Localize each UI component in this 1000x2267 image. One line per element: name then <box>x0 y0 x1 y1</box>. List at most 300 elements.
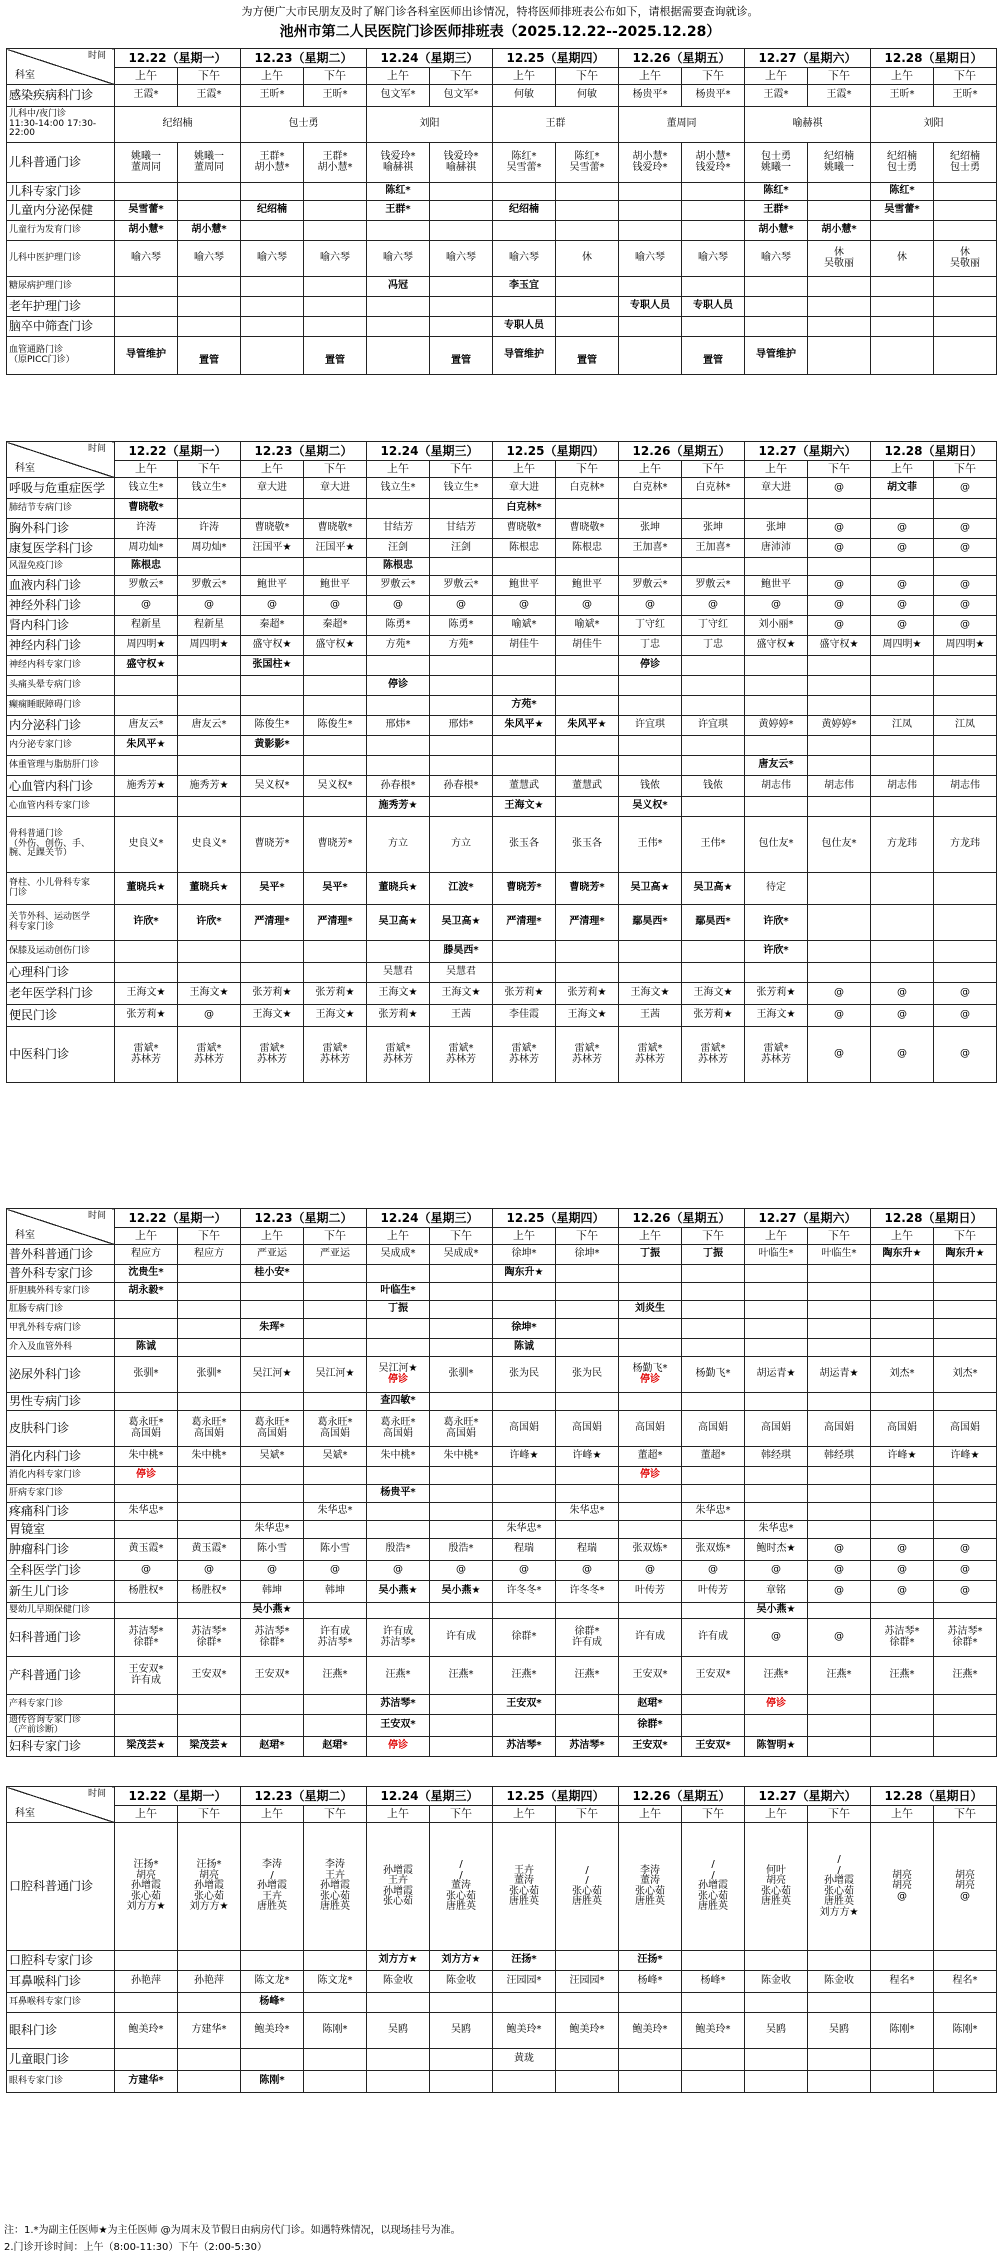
schedule-cell: 王安双* <box>493 1695 556 1715</box>
schedule-cell: 吴卫高★ <box>367 905 430 941</box>
schedule-cell <box>682 183 745 201</box>
schedule-cell: 朱华忠* <box>556 1503 619 1521</box>
schedule-row <box>7 1005 997 1027</box>
schedule-cell: 胡永毅* <box>115 1283 178 1301</box>
schedule-cell <box>808 499 871 519</box>
schedule-cell: @ <box>682 596 745 616</box>
schedule-cell <box>178 1695 241 1715</box>
schedule-cell: 韩坤 <box>241 1581 304 1603</box>
schedule-cell: 陈红* <box>745 183 808 201</box>
schedule-cell <box>745 1715 808 1737</box>
schedule-cell <box>934 873 997 905</box>
page-title: 池州市第二人民医院门诊医师排班表（2025.12.22--2025.12.28） <box>279 24 721 40</box>
schedule-cell: 高国娟 <box>745 1411 808 1447</box>
schedule-cell: 叶临生* <box>745 1245 808 1265</box>
schedule-cell: 江凤 <box>871 716 934 736</box>
am-header: 上午 <box>493 1228 556 1245</box>
schedule-cell: 唐友云* <box>115 716 178 736</box>
schedule-cell <box>871 756 934 776</box>
schedule-cell <box>871 1265 934 1283</box>
schedule-cell: 丁振 <box>682 1245 745 1265</box>
schedule-cell: 胡小慧* <box>115 221 178 241</box>
schedule-cell: 高国娟 <box>871 1411 934 1447</box>
schedule-cell <box>619 1993 682 2013</box>
schedule-cell <box>745 499 808 519</box>
schedule-cell: @ <box>934 1539 997 1561</box>
schedule-cell <box>871 2049 934 2071</box>
schedule-cell <box>493 941 556 963</box>
schedule-cell: 李佳霞 <box>493 1005 556 1027</box>
schedule-cell: 李玉宜 <box>493 277 556 297</box>
schedule-row <box>7 317 997 337</box>
schedule-cell: 吴斌* <box>241 1447 304 1467</box>
schedule-cell: @ <box>934 1027 997 1083</box>
schedule-cell: 鄢昊西* <box>619 905 682 941</box>
schedule-cell: 许涛 <box>115 519 178 539</box>
schedule-cell: 杨贵平* <box>619 85 682 107</box>
schedule-cell: 严清理* <box>241 905 304 941</box>
schedule-cell: @ <box>808 1027 871 1083</box>
schedule-cell: 汪剑 <box>367 539 430 558</box>
schedule-cell <box>682 1603 745 1619</box>
pm-header: 下午 <box>934 1806 997 1823</box>
schedule-cell <box>430 656 493 676</box>
schedule-cell <box>808 736 871 756</box>
am-header: 上午 <box>745 1228 808 1245</box>
schedule-cell <box>619 941 682 963</box>
schedule-cell: 吴小燕★ <box>430 1581 493 1603</box>
schedule-cell: @ <box>808 1581 871 1603</box>
schedule-row <box>7 539 997 558</box>
schedule-cell <box>808 963 871 983</box>
dept-label: 血液内科门诊 <box>7 576 115 596</box>
dept-label: 肝病专家门诊 <box>7 1485 115 1503</box>
date-header-1: 12.22（星期一） <box>115 1787 241 1806</box>
schedule-cell <box>871 696 934 716</box>
schedule-cell: 钱爱玲* 喻赫祺 <box>367 143 430 183</box>
schedule-cell <box>304 1467 367 1485</box>
schedule-cell <box>304 221 367 241</box>
schedule-cell <box>367 221 430 241</box>
dept-label: 心理科门诊 <box>7 963 115 983</box>
schedule-cell: 汪燕* <box>430 1657 493 1695</box>
schedule-cell: @ <box>871 519 934 539</box>
schedule-cell <box>304 1339 367 1357</box>
schedule-cell: 鲍世平 <box>241 576 304 596</box>
schedule-cell: 章大进 <box>241 478 304 499</box>
schedule-cell: @ <box>871 616 934 636</box>
schedule-cell <box>619 1265 682 1283</box>
schedule-cell <box>871 963 934 983</box>
schedule-cell <box>178 317 241 337</box>
schedule-row <box>7 1357 997 1393</box>
schedule-cell: 休 吴敬丽 <box>934 241 997 277</box>
schedule-cell <box>304 1993 367 2013</box>
schedule-cell <box>178 1265 241 1283</box>
date-header-1: 12.22（星期一） <box>115 49 241 68</box>
schedule-cell: @ <box>808 1619 871 1657</box>
schedule-cell: 置管 <box>304 337 367 375</box>
schedule-cell: 导管维护 <box>115 337 178 375</box>
footer-notes <box>4 2222 994 2256</box>
schedule-cell: 方立 <box>430 817 493 873</box>
schedule-cell: 章大进 <box>304 478 367 499</box>
schedule-cell: 张国柱★ <box>241 656 304 676</box>
date-header-2: 12.23（星期二） <box>241 49 367 68</box>
schedule-cell <box>745 317 808 337</box>
schedule-cell <box>115 1993 178 2013</box>
schedule-cell: 殷浩* <box>367 1539 430 1561</box>
schedule-cell <box>745 736 808 756</box>
schedule-cell <box>745 1339 808 1357</box>
schedule-cell <box>493 1485 556 1503</box>
schedule-cell <box>367 1467 430 1485</box>
schedule-cell <box>430 2049 493 2071</box>
schedule-cell: 张为民 <box>556 1357 619 1393</box>
schedule-cell <box>808 696 871 716</box>
schedule-cell <box>241 337 304 375</box>
schedule-cell: 董超* <box>682 1447 745 1467</box>
schedule-cell: 杨峰* <box>619 1971 682 1993</box>
schedule-cell: 专职人员 <box>619 297 682 317</box>
schedule-cell: 徐坤* <box>556 1245 619 1265</box>
schedule-row <box>7 656 997 676</box>
schedule-cell <box>871 317 934 337</box>
schedule-cell: 专职人员 <box>682 297 745 317</box>
schedule-cell: 高国娟 <box>682 1411 745 1447</box>
pm-header: 下午 <box>430 1228 493 1245</box>
schedule-cell <box>115 941 178 963</box>
schedule-cell <box>178 1715 241 1737</box>
schedule-cell: 胡运青★ <box>808 1357 871 1393</box>
schedule-cell <box>745 1265 808 1283</box>
schedule-cell: @ <box>808 596 871 616</box>
schedule-cell: @ <box>304 1561 367 1581</box>
schedule-cell: 方龙玮 <box>934 817 997 873</box>
schedule-cell <box>241 1951 304 1971</box>
schedule-cell: 滕昊西* <box>430 941 493 963</box>
schedule-cell <box>556 499 619 519</box>
schedule-cell <box>556 1319 619 1339</box>
schedule-cell: @ <box>367 1561 430 1581</box>
schedule-cell: 黄玉霞* <box>178 1539 241 1561</box>
schedule-cell: 刘方方★ <box>430 1951 493 1971</box>
schedule-cell <box>934 656 997 676</box>
schedule-cell <box>178 1993 241 2013</box>
schedule-cell: 杨胜权* <box>178 1581 241 1603</box>
schedule-cell: 陈俊生* <box>241 716 304 736</box>
schedule-row <box>7 1447 997 1467</box>
schedule-cell: @ <box>934 519 997 539</box>
schedule-cell: 丁忠 <box>682 636 745 656</box>
schedule-cell: 吴卫高★ <box>682 873 745 905</box>
schedule-cell: 包文军* <box>367 85 430 107</box>
schedule-cell <box>619 1339 682 1357</box>
schedule-cell <box>934 1695 997 1715</box>
schedule-row <box>7 1993 997 2013</box>
schedule-cell: 杨胜权* <box>115 1581 178 1603</box>
schedule-row <box>7 1539 997 1561</box>
schedule-cell: 刘杰* <box>871 1357 934 1393</box>
schedule-cell: 周四明★ <box>871 636 934 656</box>
dept-label: 保膝及运动创伤门诊 <box>7 941 115 963</box>
dept-label: 儿科中医护理门诊 <box>7 241 115 277</box>
date-header-2: 12.23（星期二） <box>241 1209 367 1228</box>
schedule-cell: 江波* <box>430 873 493 905</box>
schedule-cell <box>556 736 619 756</box>
schedule-cell <box>115 797 178 817</box>
schedule-cell <box>619 756 682 776</box>
schedule-cell: 陈红* <box>367 183 430 201</box>
schedule-cell <box>304 963 367 983</box>
schedule-cell: 张坤 <box>745 519 808 539</box>
schedule-cell <box>808 873 871 905</box>
date-header-6: 12.27（星期六） <box>745 442 871 461</box>
schedule-cell <box>871 1715 934 1737</box>
schedule-cell: 盛守权★ <box>808 636 871 656</box>
schedule-cell <box>178 1319 241 1339</box>
schedule-cell: 罗敷云* <box>682 576 745 596</box>
schedule-cell: 停诊 <box>745 1695 808 1715</box>
schedule-cell <box>682 201 745 221</box>
schedule-cell: 包文军* <box>430 85 493 107</box>
schedule-cell: @ <box>619 1561 682 1581</box>
schedule-cell: 丁振 <box>619 1245 682 1265</box>
page-notice: 为方便广大市民朋友及时了解门诊各科室医师出诊情况，特将医师排班表公布如下，请根据需要查询就诊。 <box>241 5 759 18</box>
dept-label: 心血管内科门诊 <box>7 776 115 797</box>
schedule-cell <box>682 963 745 983</box>
schedule-cell <box>178 797 241 817</box>
schedule-cell: @ <box>808 539 871 558</box>
schedule-cell: 史良义* <box>115 817 178 873</box>
schedule-cell <box>871 656 934 676</box>
schedule-cell <box>808 2071 871 2093</box>
dept-label: 介入及血管外科 <box>7 1339 115 1357</box>
schedule-cell <box>493 676 556 696</box>
schedule-cell: 汪扬* 胡亮 孙增霞 张心茹 刘方方★ <box>115 1823 178 1951</box>
schedule-cell: 陈刚* <box>871 2013 934 2049</box>
schedule-cell: 吴平* <box>241 873 304 905</box>
schedule-cell: 钱侬 <box>682 776 745 797</box>
schedule-cell <box>619 1485 682 1503</box>
schedule-cell: 胡小慧* <box>808 221 871 241</box>
schedule-cell: 朱中桃* <box>430 1447 493 1467</box>
schedule-cell: 唐沛沛 <box>745 539 808 558</box>
schedule-cell <box>367 2049 430 2071</box>
pm-header: 下午 <box>556 1806 619 1823</box>
schedule-cell <box>430 1715 493 1737</box>
schedule-cell <box>556 277 619 297</box>
schedule-cell: 张双炼* <box>682 1539 745 1561</box>
schedule-cell: 雷斌* 苏林芳 <box>241 1027 304 1083</box>
schedule-cell <box>304 941 367 963</box>
schedule-cell <box>682 558 745 576</box>
schedule-cell: 孙艳萍 <box>115 1971 178 1993</box>
schedule-cell <box>115 1319 178 1339</box>
schedule-cell: 杨贵平* <box>367 1485 430 1503</box>
schedule-cell <box>619 676 682 696</box>
schedule-cell <box>682 1283 745 1301</box>
dept-label: 耳鼻喉科门诊 <box>7 1971 115 1993</box>
schedule-cell: 董晓兵★ <box>367 873 430 905</box>
am-header: 上午 <box>871 1228 934 1245</box>
schedule-cell: 钱爱玲* 喻赫祺 <box>430 143 493 183</box>
schedule-cell: 胡小慧* 钱爱玲* <box>682 143 745 183</box>
schedule-cell: 许欣* <box>745 941 808 963</box>
schedule-cell: 王海文★ <box>493 797 556 817</box>
schedule-cell <box>556 656 619 676</box>
schedule-cell <box>871 873 934 905</box>
schedule-cell: @ <box>871 1561 934 1581</box>
schedule-cell: 陈红* 吴雪蕾* <box>556 143 619 183</box>
schedule-cell: 孙艳萍 <box>178 1971 241 1993</box>
schedule-cell <box>871 337 934 375</box>
schedule-cell <box>871 499 934 519</box>
schedule-cell: 陈金收 <box>367 1971 430 1993</box>
header-dept-label: 科室 <box>15 462 35 474</box>
schedule-cell <box>304 277 367 297</box>
schedule-cell: 王群 <box>493 107 619 143</box>
schedule-cell <box>871 1283 934 1301</box>
schedule-cell <box>745 1993 808 2013</box>
schedule-cell <box>367 1993 430 2013</box>
dept-label: 儿童眼门诊 <box>7 2049 115 2071</box>
schedule-cell <box>808 1737 871 1757</box>
schedule-cell <box>493 756 556 776</box>
schedule-cell <box>682 499 745 519</box>
schedule-cell <box>430 1993 493 2013</box>
schedule-cell: @ <box>430 1561 493 1581</box>
schedule-row <box>7 1521 997 1539</box>
pm-header: 下午 <box>178 1228 241 1245</box>
schedule-cell <box>682 941 745 963</box>
dept-label: 男性专病门诊 <box>7 1393 115 1411</box>
schedule-cell: 苏洁琴* <box>493 1737 556 1757</box>
schedule-cell <box>745 1467 808 1485</box>
dept-label: 口腔科普通门诊 <box>7 1823 115 1951</box>
schedule-cell: 喻六琴 <box>304 241 367 277</box>
schedule-cell <box>934 1485 997 1503</box>
schedule-cell: 许有成 <box>430 1619 493 1657</box>
schedule-cell <box>871 1301 934 1319</box>
schedule-cell: 高国娟 <box>934 1411 997 1447</box>
dept-label: 心血管内科专家门诊 <box>7 797 115 817</box>
schedule-cell <box>619 558 682 576</box>
schedule-cell: 雷斌* 苏林芳 <box>556 1027 619 1083</box>
schedule-cell: @ <box>934 478 997 499</box>
dept-label: 糖尿病护理门诊 <box>7 277 115 297</box>
dept-label: 头痛头晕专病门诊 <box>7 676 115 696</box>
schedule-cell <box>430 499 493 519</box>
pm-header: 下午 <box>682 1228 745 1245</box>
schedule-cell <box>808 1319 871 1339</box>
schedule-cell: 董周同 <box>619 107 745 143</box>
schedule-cell <box>304 297 367 317</box>
schedule-cell <box>682 2071 745 2093</box>
schedule-cell <box>682 1485 745 1503</box>
schedule-cell: 纪绍楠 包士勇 <box>871 143 934 183</box>
am-header: 上午 <box>115 1228 178 1245</box>
schedule-cell <box>178 2049 241 2071</box>
schedule-cell: @ <box>808 1005 871 1027</box>
schedule-cell <box>682 1265 745 1283</box>
schedule-cell: 罗敷云* <box>178 576 241 596</box>
schedule-cell <box>682 1393 745 1411</box>
schedule-cell: 曹晓敬* <box>493 519 556 539</box>
schedule-cell: 纪绍楠 <box>493 201 556 221</box>
schedule-row <box>7 1971 997 1993</box>
schedule-cell <box>934 2071 997 2093</box>
schedule-cell: @ <box>871 539 934 558</box>
schedule-cell <box>304 1265 367 1283</box>
schedule-cell <box>493 656 556 676</box>
schedule-cell <box>178 1393 241 1411</box>
schedule-cell: 鲍美玲* <box>682 2013 745 2049</box>
schedule-cell: 雷斌* 苏林芳 <box>178 1027 241 1083</box>
schedule-cell: 雷斌* 苏林芳 <box>493 1027 556 1083</box>
schedule-row <box>7 1265 997 1283</box>
schedule-row <box>7 1951 997 1971</box>
schedule-cell <box>808 317 871 337</box>
schedule-cell <box>871 297 934 317</box>
schedule-cell: 钱立生* <box>115 478 178 499</box>
schedule-cell <box>367 1319 430 1339</box>
schedule-cell: @ <box>808 1539 871 1561</box>
schedule-cell: 赵珺* <box>241 1737 304 1757</box>
schedule-row <box>7 1301 997 1319</box>
schedule-cell: 曹晓敬* <box>556 519 619 539</box>
schedule-cell: 苏洁琴* 徐群* <box>241 1619 304 1657</box>
schedule-cell: 严清理* <box>304 905 367 941</box>
schedule-cell: 苏洁琴* 徐群* <box>178 1619 241 1657</box>
schedule-cell: @ <box>556 1561 619 1581</box>
schedule-cell <box>871 277 934 297</box>
schedule-cell: @ <box>178 1561 241 1581</box>
schedule-cell <box>745 2049 808 2071</box>
schedule-cell <box>367 941 430 963</box>
schedule-cell <box>934 676 997 696</box>
schedule-cell <box>304 317 367 337</box>
schedule-cell <box>556 1301 619 1319</box>
schedule-cell: 喻六琴 <box>493 241 556 277</box>
schedule-cell <box>619 183 682 201</box>
schedule-cell: @ <box>934 1005 997 1027</box>
schedule-cell: 鲍美玲* <box>241 2013 304 2049</box>
schedule-cell <box>493 558 556 576</box>
schedule-cell <box>745 1301 808 1319</box>
schedule-cell <box>178 1467 241 1485</box>
schedule-cell: 吴小燕★ <box>241 1603 304 1619</box>
schedule-cell: 杨峰* <box>682 1971 745 1993</box>
schedule-cell: 董晓兵★ <box>178 873 241 905</box>
schedule-cell <box>619 201 682 221</box>
schedule-cell <box>556 2071 619 2093</box>
schedule-row <box>7 616 997 636</box>
schedule-row <box>7 143 997 183</box>
date-header-4: 12.25（星期四） <box>493 442 619 461</box>
date-header-2: 12.23（星期二） <box>241 442 367 461</box>
schedule-cell: 汪燕* <box>871 1657 934 1695</box>
dept-label: 呼吸与危重症医学 <box>7 478 115 499</box>
schedule-cell: 刘杰* <box>934 1357 997 1393</box>
schedule-cell <box>115 1695 178 1715</box>
schedule-cell <box>178 676 241 696</box>
header-time-label: 时间 <box>87 1789 106 1799</box>
schedule-cell: 曹晓芳* <box>304 817 367 873</box>
schedule-cell <box>367 736 430 756</box>
schedule-cell: 王安双* <box>241 1657 304 1695</box>
schedule-cell: 许欣* <box>178 905 241 941</box>
